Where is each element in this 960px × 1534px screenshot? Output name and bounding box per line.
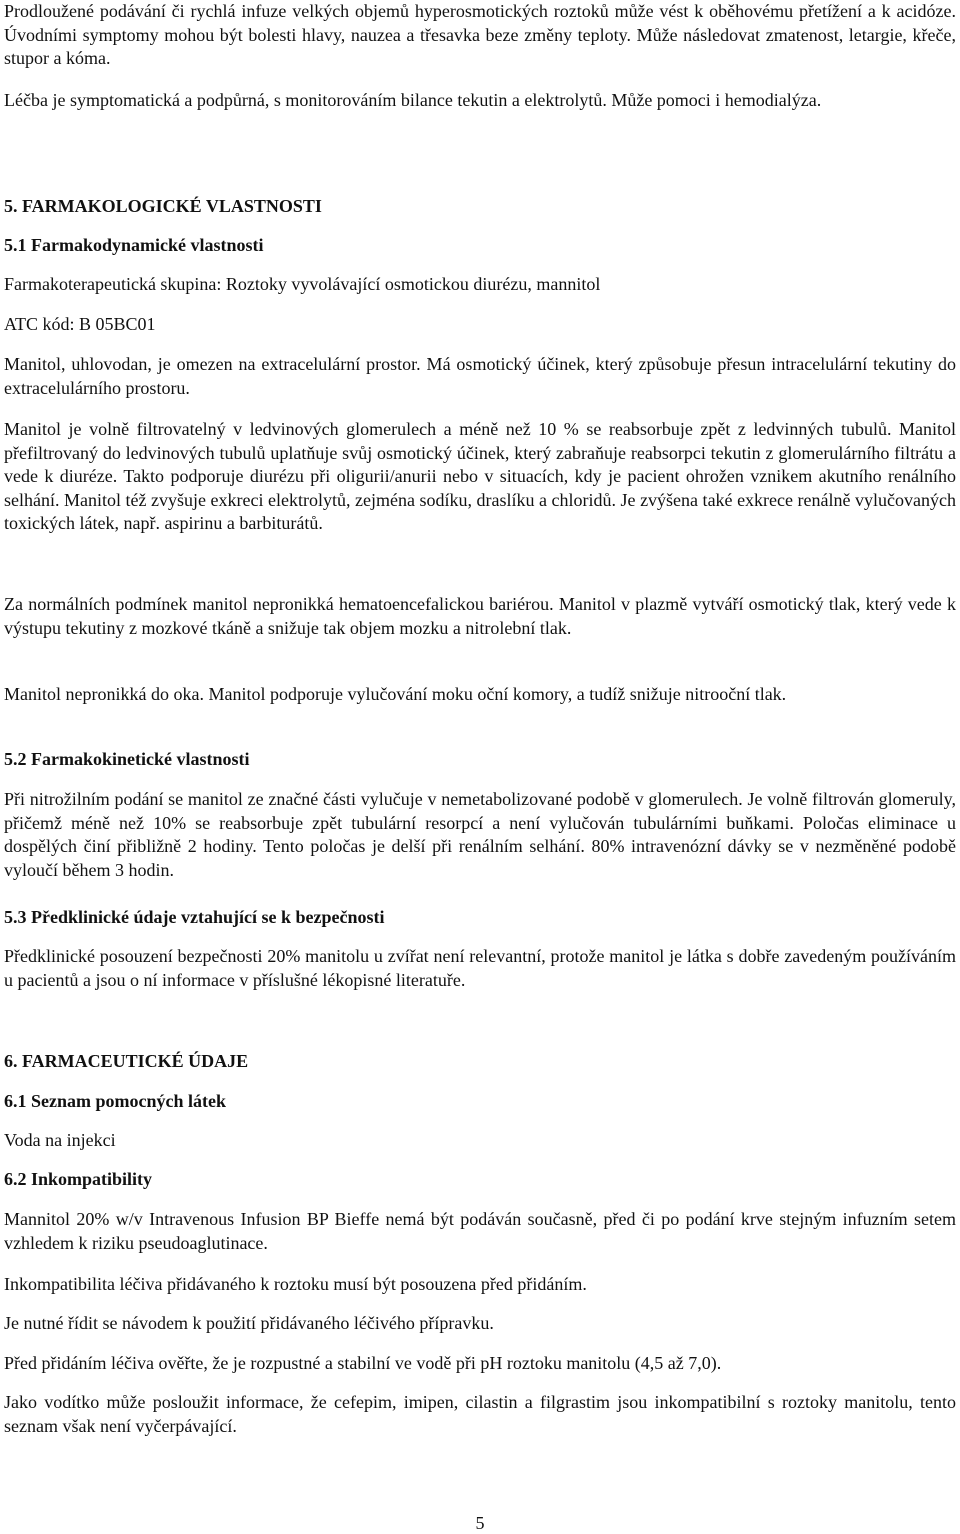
paragraph-incompatible-drugs: Jako vodítko může posloužit informace, že cefepim, imipen, cilastin a filgrastim jsou inkompatibilní s roztoky manitolu, tento seznam však není vyčerpávající. — [4, 1392, 956, 1436]
paragraph-eye: Manitol nepronikká do oka. Manitol podporuje vylučování moku oční komory, a tudíž snižuje nitrooční tlak. — [4, 684, 787, 704]
paragraph-renal-effect: Manitol je volně filtrovatelný v ledvinových glomerulech a méně než 10 % se reabsorbuje zpět z ledvinných tubulů. Manitol přefiltrovaný do ledvinových tubulů uplatňuje svůj osmotický účinek, který zabraňuje reabsorpci tekutin z glomerulárního filtrátu a vede k diuréze. Takto podporuje diurézu při oligurii/anurii nebo v situacích, kdy je pacient ohrožen vznikem akutního renálního selhání. Manitol též zvyšuje exkreci elektrolytů, zejména sodíku, draslíku a chloridů. Je zvýšena také exkrece renálně vylučovaných toxických látek, např. aspirinu a barbiturátů. — [4, 419, 956, 533]
paragraph-atc-code: ATC kód: B 05BC01 — [4, 314, 156, 334]
paragraph-blood-brain-barrier: Za normálních podmínek manitol nepronikká hematoencefalickou bariérou. Manitol v plazmě vytváří osmotický tlak, který vede k výstupu tekutiny z mozkové tkáně a snižuje tak objem mozku a nitrolební tlak. — [4, 594, 956, 638]
section-heading-5: 5. FARMAKOLOGICKÉ VLASTNOSTI — [4, 196, 322, 216]
paragraph-mechanism: Manitol, uhlovodan, je omezen na extracelulární prostor. Má osmotický účinek, který způsobuje přesun intracelulární tekutiny do extracelulárního prostoru. — [4, 354, 956, 398]
paragraph-pharmacotherapeutic-group: Farmakoterapeutická skupina: Roztoky vyvolávající osmotickou diurézu, mannitol — [4, 274, 601, 294]
paragraph-follow-instructions: Je nutné řídit se návodem k použití přidávaného léčivého přípravku. — [4, 1313, 494, 1333]
paragraph-blood-incompatibility: Mannitol 20% w/v Intravenous Infusion BP Bieffe nemá být podáván současně, před či po podání krve stejným infuzním setem vzhledem k riziku pseudoaglutinace. — [4, 1209, 956, 1253]
paragraph-excipients: Voda na injekci — [4, 1130, 116, 1150]
subsection-heading-5-3: 5.3 Předklinické údaje vztahující se k bezpečnosti — [4, 907, 385, 927]
paragraph-additive-assessment: Inkompatibilita léčiva přidávaného k roztoku musí být posouzena před přidáním. — [4, 1274, 587, 1294]
paragraph-solubility-check: Před přidáním léčiva ověřte, že je rozpustné a stabilní ve vodě při pH roztoku manitolu (4,5 až 7,0). — [4, 1353, 722, 1373]
paragraph-overdose-treatment: Léčba je symptomatická a podpůrná, s monitorováním bilance tekutin a elektrolytů. Může pomoci i hemodialýza. — [4, 90, 822, 110]
section-heading-6: 6. FARMACEUTICKÉ ÚDAJE — [4, 1051, 249, 1071]
subsection-heading-6-2: 6.2 Inkompatibility — [4, 1169, 153, 1189]
subsection-heading-5-1: 5.1 Farmakodynamické vlastnosti — [4, 235, 264, 255]
page-number: 5 — [475, 1513, 485, 1533]
subsection-heading-6-1: 6.1 Seznam pomocných látek — [4, 1091, 226, 1111]
paragraph-overdose-symptoms: Prodloužené podávání či rychlá infuze velkých objemů hyperosmotických roztoků může vést k oběhovému přetížení a k acidóze. Úvodními symptomy mohou být bolesti hlavy, nauzea a třesavka beze změny teploty. Může následovat zmatenost, letargie, křeče, stupor a kóma. — [4, 1, 956, 68]
subsection-heading-5-2: 5.2 Farmakokinetické vlastnosti — [4, 749, 250, 769]
paragraph-pharmacokinetics: Při nitrožilním podání se manitol ze značné části vylučuje v nemetabolizované podobě v glomerulech. Je volně filtrován glomeruly, přičemž méně než 10% se reabsorbuje zpět tubulární resorpcí a není vylučován tubulárními buňkami. Poločas eliminace u dospělých činí přibližně 2 hodiny. Tento poločas je delší při renálním selhání. 80% intravenózní dávky se v nezměněné podobě vyloučí během 3 hodin. — [4, 789, 956, 880]
paragraph-preclinical: Předklinické posouzení bezpečnosti 20% manitolu u zvířat není relevantní, protože manitol je látka s dobře zavedeným používáním u pacientů a jsou o ní informace v příslušné lékopisné literatuře. — [4, 946, 956, 990]
